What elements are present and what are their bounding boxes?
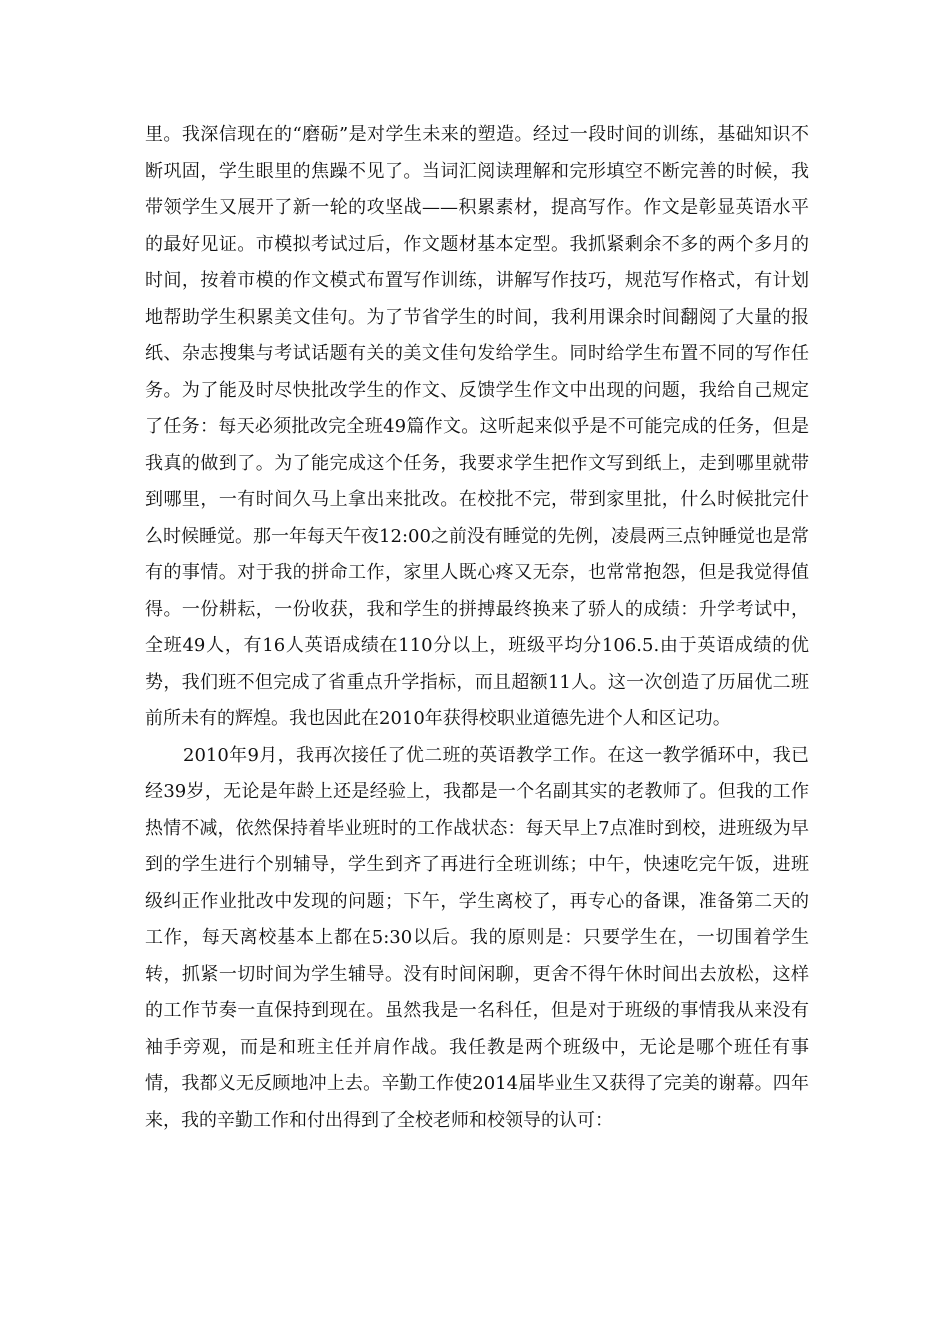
paragraph-2010-september: 2010年9月，我再次接任了优二班的英语教学工作。在这一教学循环中，我已经39岁，无论是年龄上还是经验上，我都是一个名副其实的老教师了。但我的工作热情不减，依然保持着毕业班时的工作战状态：每天早上7点准时到校，进班级为早到的学生进行个别辅导，学生到齐了再进行全班训练；中午，快速吃完午饭，进班级纠正作业批改中发现的问题；下午，学生离校了，再专心的备课，准备第二天的工作，每天离校基本上都在5:30以后。我的原则是：只要学生在，一切围着学生转，抓紧一切时间为学生辅导。没有时间闲聊，更舍不得午休时间出去放松，这样的工作节奏一直保持到现在。虽然我是一名科任，但是对于班级的事情我从来没有袖手旁观，而是和班主任并肩作战。我任教是两个班级中，无论是哪个班任有事情，我都义无反顾地冲上去。辛勤工作使2014届毕业生又获得了完美的谢幕。四年来，我的辛勤工作和付出得到了全校老师和校领导的认可： [145, 744, 809, 1131]
paragraph-continued: 里。我深信现在的“磨砺”是对学生未来的塑造。经过一段时间的训练，基础知识不断巩固，学生眼里的焦躁不见了。当词汇阅读理解和完形填空不断完善的时候，我带领学生又展开了新一轮的攻坚战——积累素材，提高写作。作文是彰显英语水平的最好见证。市模拟考试过后，作文题材基本定型。我抓紧剩余不多的两个多月的时间，按着市模的作文模式布置写作训练，讲解写作技巧，规范写作格式，有计划地帮助学生积累美文佳句。为了节省学生的时间，我利用课余时间翻阅了大量的报纸、杂志搜集与考试话题有关的美文佳句发给学生。同时给学生布置不同的写作任务。为了能及时尽快批改学生的作文、反馈学生作文中出现的问题，我给自己规定了任务：每天必须批改完全班49篇作文。这听起来似乎是不可能完成的任务，但是我真的做到了。为了能完成这个任务，我要求学生把作文写到纸上，走到哪里就带到哪里，一有时间久马上拿出来批改。在校批不完，带到家里批，什么时候批完什么时候睡觉。那一年每天午夜12:00之前没有睡觉的先例，凌晨两三点钟睡觉也是常有的事情。对于我的拼命工作，家里人既心疼又无奈，也常常抱怨，但是我觉得值得。一份耕耘，一份收获，我和学生的拼搏最终换来了骄人的成绩：升学考试中，全班49人，有16人英语成绩在110分以上，班级平均分106.5.由于英语成绩的优势，我们班不但完成了省重点升学指标，而且超额11人。这一次创造了历届优二班前所未有的辉煌。我也因此在2010年获得校职业道德先进个人和区记功。 [145, 124, 809, 729]
document-page [145, 117, 809, 1139]
